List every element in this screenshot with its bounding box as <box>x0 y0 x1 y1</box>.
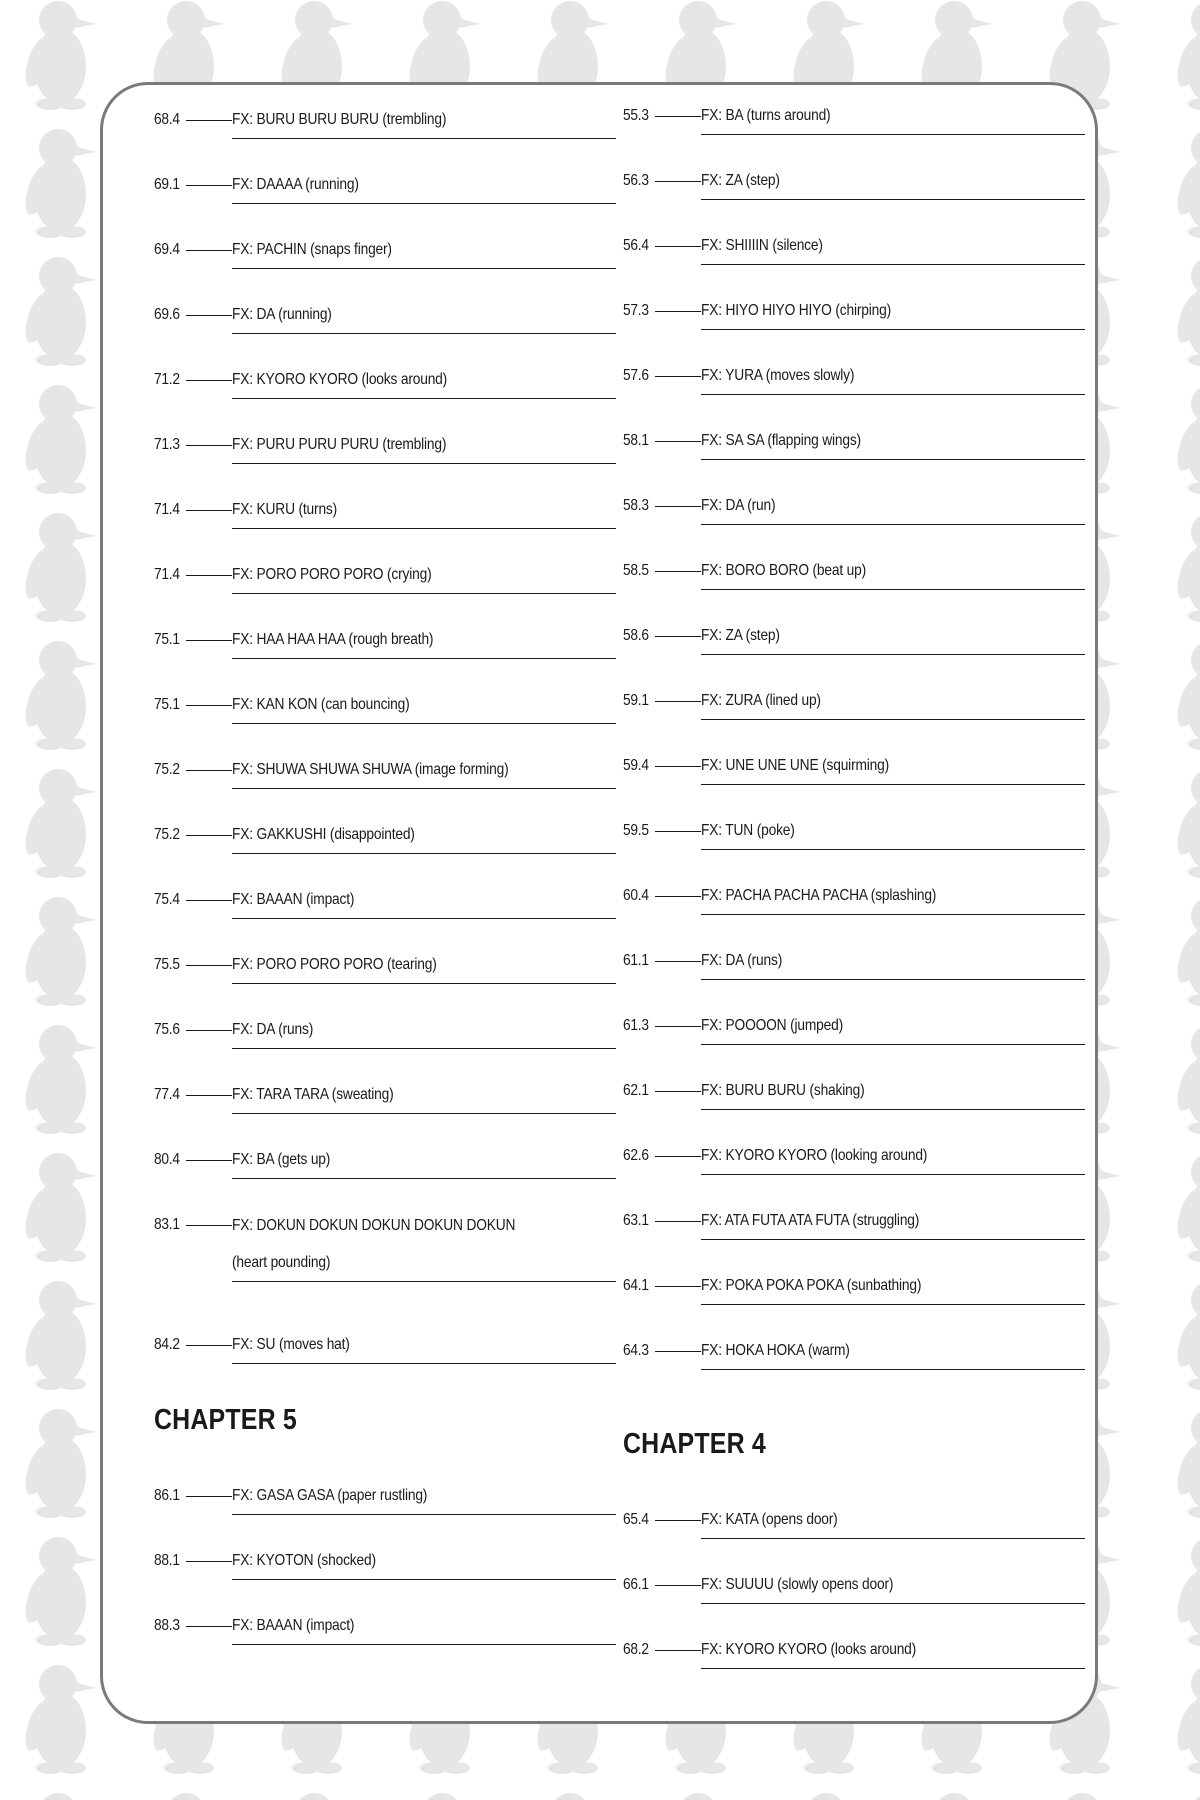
fx-entry <box>154 492 614 557</box>
fx-text-line: FX: KYOTON (shocked) <box>232 1552 376 1569</box>
fx-entry <box>154 622 614 687</box>
leader-line <box>186 250 232 251</box>
leader-line <box>186 1225 232 1226</box>
fx-description <box>701 1073 1085 1110</box>
leader-line <box>655 571 701 572</box>
fx-entry <box>154 362 614 427</box>
page-panel-ref: 69.6 <box>154 306 180 323</box>
fx-text-line: FX: HIYO HIYO HIYO (chirping) <box>701 302 891 319</box>
leader-line <box>655 636 701 637</box>
fx-text-line: FX: HOKA HOKA (warm) <box>701 1342 850 1359</box>
page-panel-ref: 61.3 <box>623 1017 649 1034</box>
fx-text-line: FX: SU (moves hat) <box>232 1336 350 1353</box>
fx-entry <box>623 1632 1083 1697</box>
leader-line <box>655 1091 701 1092</box>
fx-text-line: FX: BA (turns around) <box>701 107 831 124</box>
fx-description <box>701 1567 1085 1604</box>
leader-line <box>186 445 232 446</box>
fx-description <box>701 293 1085 330</box>
leader-line <box>655 1585 701 1586</box>
fx-description <box>701 553 1085 590</box>
fx-description <box>232 232 616 269</box>
fx-entry <box>623 943 1083 1008</box>
leader-line <box>186 705 232 706</box>
leader-line <box>186 380 232 381</box>
fx-text-line: FX: DA (runs) <box>701 952 783 969</box>
fx-description <box>232 102 616 139</box>
page-panel-ref: 55.3 <box>623 107 649 124</box>
page-panel-ref: 88.3 <box>154 1617 180 1634</box>
leader-line <box>655 1351 701 1352</box>
fx-description <box>232 1478 616 1515</box>
page-panel-ref: 56.4 <box>623 237 649 254</box>
fx-entry <box>623 1502 1083 1567</box>
fx-entry <box>623 1333 1083 1398</box>
leader-line <box>186 185 232 186</box>
fx-text-line: FX: DA (runs) <box>232 1021 314 1038</box>
fx-description <box>701 683 1085 720</box>
fx-description <box>232 622 616 659</box>
leader-line <box>655 376 701 377</box>
fx-entry <box>623 1203 1083 1268</box>
fx-text-line: FX: PORO PORO PORO (tearing) <box>232 956 437 973</box>
fx-entry <box>154 687 614 752</box>
page-panel-ref: 58.3 <box>623 497 649 514</box>
leader-line <box>655 1650 701 1651</box>
leader-line <box>655 1221 701 1222</box>
leader-line <box>655 246 701 247</box>
leader-line <box>186 1496 232 1497</box>
fx-description <box>232 492 616 529</box>
page-panel-ref: 69.4 <box>154 241 180 258</box>
page-panel-ref: 71.4 <box>154 501 180 518</box>
page-panel-ref: 75.1 <box>154 696 180 713</box>
page-panel-ref: 75.5 <box>154 956 180 973</box>
page-panel-ref: 56.3 <box>623 172 649 189</box>
page-panel-ref: 58.6 <box>623 627 649 644</box>
fx-description <box>701 1203 1085 1240</box>
leader-line <box>655 1026 701 1027</box>
fx-text-line: FX: BA (gets up) <box>232 1151 331 1168</box>
fx-entry <box>623 228 1083 293</box>
fx-description <box>232 1608 616 1645</box>
fx-entry <box>154 557 614 622</box>
fx-description <box>232 1543 616 1580</box>
fx-entry <box>154 167 614 232</box>
page-panel-ref: 71.4 <box>154 566 180 583</box>
fx-description <box>701 813 1085 850</box>
fx-entry <box>623 488 1083 553</box>
fx-entry <box>623 358 1083 423</box>
page-panel-ref: 75.4 <box>154 891 180 908</box>
leader-line <box>655 441 701 442</box>
fx-text-line: FX: DA (running) <box>232 306 332 323</box>
chapter-entry-list <box>623 1502 1083 1697</box>
fx-entry <box>623 1008 1083 1073</box>
page-panel-ref: 71.2 <box>154 371 180 388</box>
fx-entry <box>154 1207 614 1327</box>
leader-line <box>186 120 232 121</box>
fx-text-line: FX: BURU BURU BURU (trembling) <box>232 111 447 128</box>
fx-description <box>232 817 616 854</box>
fx-entry <box>154 752 614 817</box>
fx-text-line: FX: ZA (step) <box>701 627 780 644</box>
page-panel-ref: 66.1 <box>623 1576 649 1593</box>
fx-entry <box>154 817 614 882</box>
fx-text-line: FX: BURU BURU (shaking) <box>701 1082 865 1099</box>
leader-line <box>186 1095 232 1096</box>
fx-description <box>701 163 1085 200</box>
leader-line <box>655 1286 701 1287</box>
page-panel-ref: 75.1 <box>154 631 180 648</box>
leader-line <box>186 835 232 836</box>
fx-description <box>701 358 1085 395</box>
leader-line <box>655 961 701 962</box>
fx-text-line: FX: BAAAN (impact) <box>232 891 355 908</box>
fx-entry <box>154 1142 614 1207</box>
leader-line <box>655 181 701 182</box>
fx-entry <box>154 947 614 1012</box>
fx-entry <box>154 882 614 947</box>
fx-text-line: FX: ATA FUTA ATA FUTA (struggling) <box>701 1212 920 1229</box>
fx-text-line: FX: PACHA PACHA PACHA (splashing) <box>701 887 937 904</box>
fx-description <box>701 1333 1085 1370</box>
leader-line <box>186 640 232 641</box>
fx-entry <box>623 683 1083 748</box>
fx-description <box>701 618 1085 655</box>
fx-text-line: FX: DAAAA (running) <box>232 176 359 193</box>
leader-line <box>186 1030 232 1031</box>
fx-text-line: FX: PURU PURU PURU (trembling) <box>232 436 447 453</box>
fx-description <box>232 687 616 724</box>
fx-description <box>701 748 1085 785</box>
leader-line <box>186 575 232 576</box>
fx-description <box>701 943 1085 980</box>
fx-text-line: FX: KYORO KYORO (looking around) <box>701 1147 928 1164</box>
fx-description <box>232 752 616 789</box>
page-panel-ref: 58.1 <box>623 432 649 449</box>
leader-line <box>186 965 232 966</box>
fx-entry <box>623 618 1083 683</box>
fx-description <box>232 1142 616 1179</box>
fx-text-line: FX: ZA (step) <box>701 172 780 189</box>
fx-description <box>232 1327 616 1364</box>
page-panel-ref: 71.3 <box>154 436 180 453</box>
page-panel-ref: 75.6 <box>154 1021 180 1038</box>
fx-entry <box>623 163 1083 228</box>
fx-text-line: FX: TUN (poke) <box>701 822 795 839</box>
fx-text-line: FX: DOKUN DOKUN DOKUN DOKUN DOKUN <box>232 1217 516 1234</box>
fx-text-line: FX: KAN KON (can bouncing) <box>232 696 410 713</box>
fx-text-line: FX: TARA TARA (sweating) <box>232 1086 394 1103</box>
fx-entry <box>154 1543 614 1608</box>
page-panel-ref: 64.1 <box>623 1277 649 1294</box>
chapter-heading: CHAPTER 5 <box>154 1404 297 1436</box>
fx-text-line: FX: SUUUU (slowly opens door) <box>701 1576 894 1593</box>
fx-description <box>701 1268 1085 1305</box>
page-panel-ref: 88.1 <box>154 1552 180 1569</box>
leader-line <box>655 831 701 832</box>
fx-entry <box>154 1478 614 1543</box>
page-panel-ref: 60.4 <box>623 887 649 904</box>
fx-description <box>232 362 616 399</box>
page-panel-ref: 69.1 <box>154 176 180 193</box>
fx-text-line: FX: SHUWA SHUWA SHUWA (image forming) <box>232 761 509 778</box>
page-panel-ref: 62.1 <box>623 1082 649 1099</box>
leader-line <box>186 1561 232 1562</box>
fx-text-line: FX: POKA POKA POKA (sunbathing) <box>701 1277 922 1294</box>
fx-entry <box>623 1567 1083 1632</box>
fx-entry <box>623 293 1083 358</box>
page-panel-ref: 57.6 <box>623 367 649 384</box>
leader-line <box>186 1160 232 1161</box>
fx-description <box>232 427 616 464</box>
fx-entry <box>154 1012 614 1077</box>
fx-description <box>232 297 616 334</box>
fx-entry <box>154 1077 614 1142</box>
fx-description <box>701 1632 1085 1669</box>
page-panel-ref: 59.4 <box>623 757 649 774</box>
fx-entry <box>623 98 1083 163</box>
fx-entry <box>623 1073 1083 1138</box>
fx-description <box>232 557 616 594</box>
page-panel-ref: 75.2 <box>154 826 180 843</box>
page-panel-ref: 59.1 <box>623 692 649 709</box>
leader-line <box>655 116 701 117</box>
fx-text-line: FX: GAKKUSHI (disappointed) <box>232 826 415 843</box>
fx-entry <box>623 878 1083 943</box>
page-panel-ref: 59.5 <box>623 822 649 839</box>
fx-description <box>701 1008 1085 1045</box>
page-panel-ref: 77.4 <box>154 1086 180 1103</box>
leader-line <box>186 315 232 316</box>
fx-text-line: FX: YURA (moves slowly) <box>701 367 855 384</box>
chapter-entry-list <box>154 1478 614 1673</box>
fx-entry <box>623 423 1083 488</box>
fx-text-line: FX: BORO BORO (beat up) <box>701 562 867 579</box>
fx-text-line: FX: SA SA (flapping wings) <box>701 432 861 449</box>
fx-text-line: FX: KYORO KYORO (looks around) <box>232 371 448 388</box>
fx-description <box>701 878 1085 915</box>
fx-entry <box>154 297 614 362</box>
fx-description <box>232 1012 616 1049</box>
fx-description <box>232 947 616 984</box>
leader-line <box>655 1156 701 1157</box>
leader-line <box>655 1520 701 1521</box>
fx-description <box>701 228 1085 265</box>
fx-description <box>701 423 1085 460</box>
page-panel-ref: 80.4 <box>154 1151 180 1168</box>
right-column <box>623 98 1083 1398</box>
page-panel-ref: 86.1 <box>154 1487 180 1504</box>
page-panel-ref: 75.2 <box>154 761 180 778</box>
fx-entry <box>154 427 614 492</box>
fx-text-line: FX: POOOON (jumped) <box>701 1017 844 1034</box>
fx-text-line: FX: ZURA (lined up) <box>701 692 821 709</box>
page-panel-ref: 68.4 <box>154 111 180 128</box>
fx-text-line: FX: GASA GASA (paper rustling) <box>232 1487 428 1504</box>
leader-line <box>655 766 701 767</box>
fx-description <box>701 488 1085 525</box>
fx-entry <box>154 1608 614 1673</box>
page-panel-ref: 61.1 <box>623 952 649 969</box>
leader-line <box>186 510 232 511</box>
leader-line <box>655 506 701 507</box>
fx-text-line: FX: UNE UNE UNE (squirming) <box>701 757 890 774</box>
fx-description <box>701 1502 1085 1539</box>
leader-line <box>186 900 232 901</box>
page-panel-ref: 63.1 <box>623 1212 649 1229</box>
fx-text-line: FX: DA (run) <box>701 497 776 514</box>
page-panel-ref: 68.2 <box>623 1641 649 1658</box>
fx-text-line: FX: KURU (turns) <box>232 501 338 518</box>
page-panel-ref: 64.3 <box>623 1342 649 1359</box>
leader-line <box>186 1345 232 1346</box>
fx-text-line: FX: SHIIIIN (silence) <box>701 237 823 254</box>
fx-text-line: FX: KYORO KYORO (looks around) <box>701 1641 917 1658</box>
chapter-heading: CHAPTER 4 <box>623 1428 766 1460</box>
fx-entry <box>154 102 614 167</box>
page-panel-ref: 58.5 <box>623 562 649 579</box>
left-column <box>154 102 614 1392</box>
fx-text-line: FX: BAAAN (impact) <box>232 1617 355 1634</box>
leader-line <box>655 896 701 897</box>
fx-description <box>232 167 616 204</box>
leader-line <box>655 701 701 702</box>
fx-text-line: FX: PORO PORO PORO (crying) <box>232 566 432 583</box>
fx-description <box>701 1138 1085 1175</box>
page-panel-ref: 57.3 <box>623 302 649 319</box>
fx-entry <box>623 813 1083 878</box>
fx-description <box>232 1077 616 1114</box>
page-panel-ref: 62.6 <box>623 1147 649 1164</box>
fx-entry <box>623 1268 1083 1333</box>
leader-line <box>186 1626 232 1627</box>
fx-text-line: (heart pounding) <box>232 1254 331 1271</box>
fx-text-line: FX: HAA HAA HAA (rough breath) <box>232 631 434 648</box>
fx-entry <box>154 1327 614 1392</box>
fx-entry <box>623 748 1083 813</box>
leader-line <box>186 770 232 771</box>
fx-description <box>232 1207 616 1282</box>
fx-text-line: FX: PACHIN (snaps finger) <box>232 241 392 258</box>
fx-description <box>701 98 1085 135</box>
page-panel-ref: 65.4 <box>623 1511 649 1528</box>
page-panel-ref: 83.1 <box>154 1216 180 1233</box>
fx-entry <box>154 232 614 297</box>
leader-line <box>655 311 701 312</box>
fx-entry <box>623 1138 1083 1203</box>
fx-description <box>232 882 616 919</box>
fx-entry <box>623 553 1083 618</box>
page-panel-ref: 84.2 <box>154 1336 180 1353</box>
fx-text-line: FX: KATA (opens door) <box>701 1511 838 1528</box>
